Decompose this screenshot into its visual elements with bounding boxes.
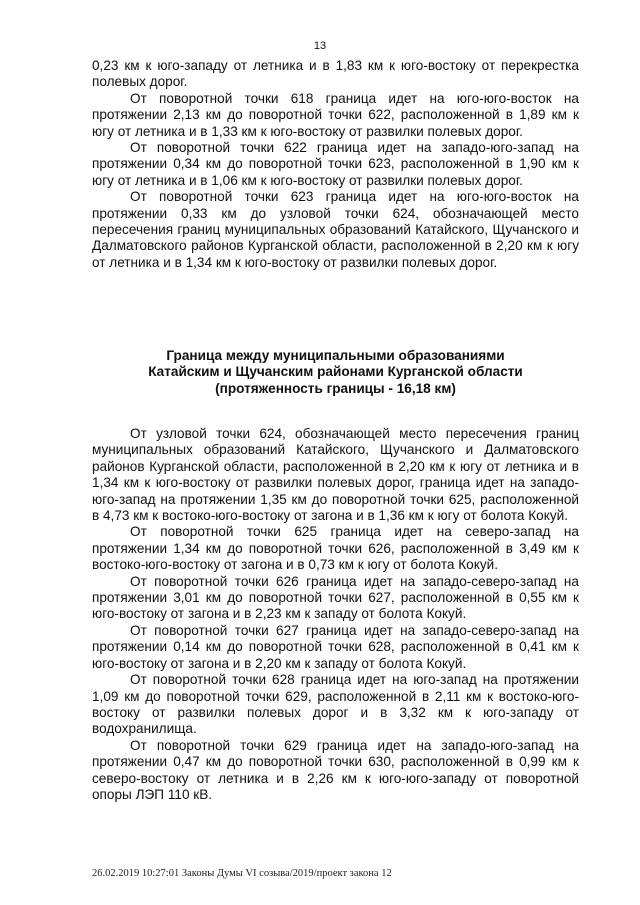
paragraph: От поворотной точки 625 граница идет на северо-запад на протяжении 1,34 км до поворотной точки 626, расположенной в 3,49 км к востоко-юго-востоку от загона и в 0,73 км к югу от болота Кокуй. xyxy=(92,524,579,573)
paragraph: 0,23 км к юго-западу от летника и в 1,83 км к юго-востоку от перекрестка полевых дорог. xyxy=(92,58,579,90)
footer-stamp: 26.02.2019 10:27:01 Законы Думы VI созыва/2019/проект закона 12 xyxy=(92,868,392,879)
text-block-top xyxy=(92,58,579,271)
heading-line: Граница между муниципальными образованиями xyxy=(166,348,505,363)
paragraph: От узловой точки 624, обозначающей место пересечения границ муниципальных образований Катайского, Щучанского и Далматовского районов Курганской области, расположенной в 2,20 км к югу от летника и в 1,34 км к юго-востоку от развилки полевых дорог, граница идет на западо-юго-запад на протяжении 1,35 км до поворотной точки 625, расположенной в 4,73 км к востоко-юго-востоку от загона и в 1,36 км к югу от болота Кокуй. xyxy=(92,426,579,524)
page-number: 13 xyxy=(313,40,327,52)
paragraph: От поворотной точки 623 граница идет на юго-юго-восток на протяжении 0,33 км до узловой точки 624, обозначающей место пересечения границ муниципальных образований Катайского, Щучанского и Далматовского районов Курганской области, расположенной в 2,20 км к югу от летника и в 1,34 км к юго-востоку от развилки полевых дорог. xyxy=(92,189,579,270)
paragraph: От поворотной точки 626 граница идет на западо-северо-запад на протяжении 3,01 км до поворотной точки 627, расположенной в 0,55 км к юго-востоку от загона и в 2,23 км к западу от болота Кокуй. xyxy=(92,573,579,622)
heading-line: (протяженность границы - 16,18 км) xyxy=(215,380,456,396)
paragraph: От поворотной точки 629 граница идет на западо-юго-запад на протяжении 0,47 км до поворотной точки 630, расположенной в 0,99 км к северо-востоку от летника и в 2,26 км к юго-юго-западу от поворотной опоры ЛЭП 110 кВ. xyxy=(92,737,579,802)
paragraph: От поворотной точки 618 граница идет на юго-юго-восток на протяжении 2,13 км до поворотной точки 622, расположенной в 1,89 км к югу от летника и в 1,33 км к юго-востоку от развилки полевых дорог. xyxy=(92,90,579,139)
section-heading xyxy=(92,348,579,397)
text-block-bottom xyxy=(92,426,579,803)
paragraph: От поворотной точки 627 граница идет на западо-северо-запад на протяжении 0,14 км до поворотной точки 628, расположенной в 0,41 км к юго-востоку от загона и в 2,20 км к западу от болота Кокуй. xyxy=(92,622,579,671)
paragraph: От поворотной точки 622 граница идет на западо-юго-запад на протяжении 0,34 км до поворотной точки 623, расположенной в 1,90 км к югу от летника и в 1,06 км к юго-востоку от развилки полевых дорог. xyxy=(92,140,579,188)
paragraph: От поворотной точки 628 граница идет на юго-запад на протяжении 1,09 км до поворотной точки 629, расположенной в 2,11 км к востоко-юго-востоку от развилки полевых дорог и в 3,32 км к юго-западу от водохранилища. xyxy=(92,672,579,737)
heading-line: Катайским и Щучанским районами Курганской области xyxy=(148,364,523,380)
